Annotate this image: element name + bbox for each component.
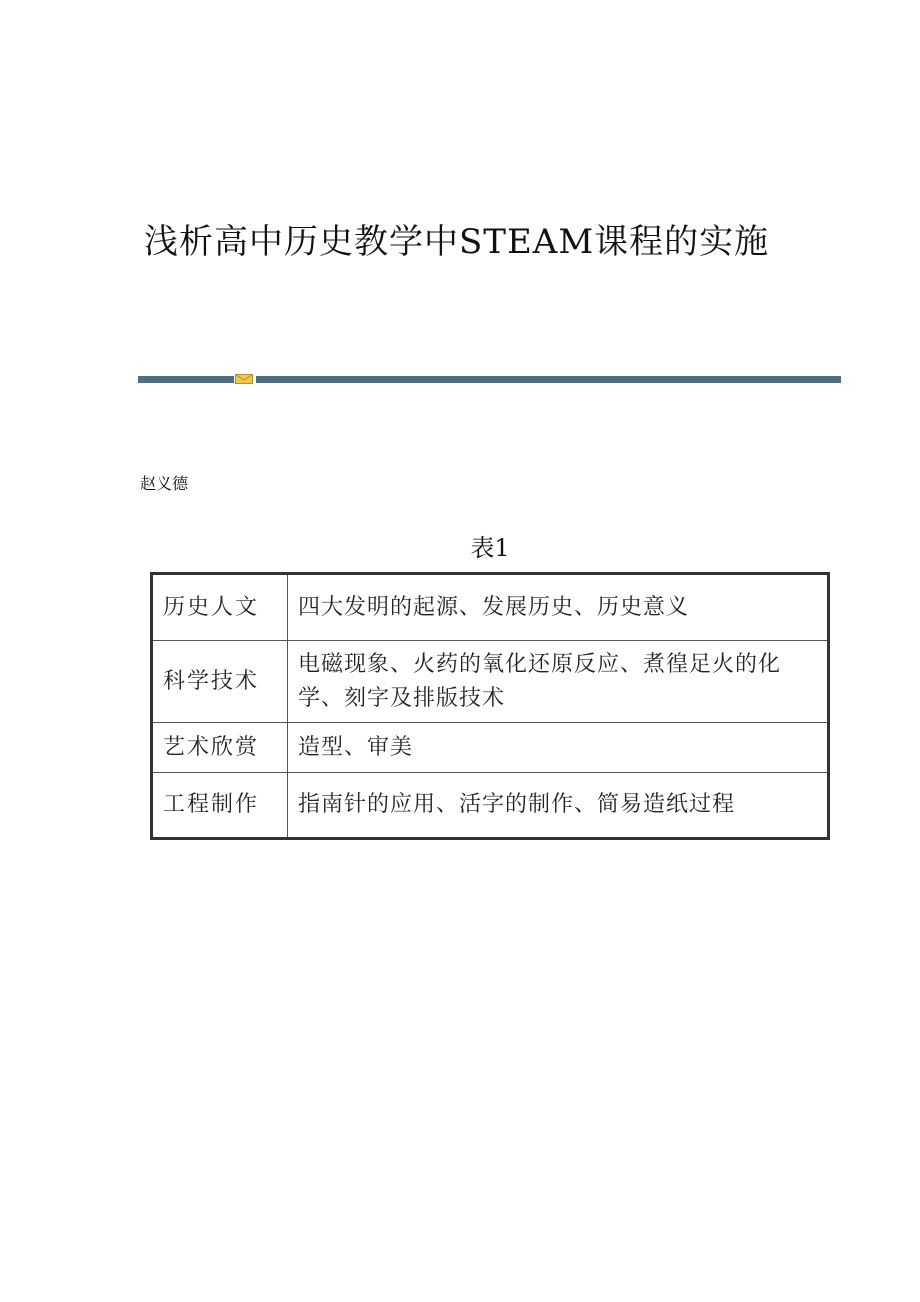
table-content-cell: 造型、审美 (288, 723, 829, 773)
table-category-cell: 工程制作 (152, 773, 288, 839)
table-row (152, 574, 829, 641)
table-row (152, 773, 829, 839)
envelope-icon (235, 374, 253, 384)
table-content-cell: 指南针的应用、活字的制作、简易造纸过程 (288, 773, 829, 839)
table-content-cell: 电磁现象、火药的氧化还原反应、煮徨足火的化学、刻字及排版技术 (288, 641, 829, 723)
steam-table (150, 572, 830, 840)
author-name: 赵义德 (140, 474, 189, 493)
table-row (152, 641, 829, 723)
table-row (152, 723, 829, 773)
table-category-cell: 科学技术 (152, 641, 288, 723)
title-divider (138, 374, 841, 384)
divider-bar-left (138, 376, 234, 383)
table-category-cell: 历史人文 (152, 574, 288, 641)
table-content-cell: 四大发明的起源、发展历史、历史意义 (288, 574, 829, 641)
table-caption: 表1 (470, 534, 510, 562)
document-title: 浅析高中历史教学中STEAM课程的实施 (144, 222, 770, 262)
table-category-cell: 艺术欣赏 (152, 723, 288, 773)
divider-bar-right (256, 376, 841, 383)
